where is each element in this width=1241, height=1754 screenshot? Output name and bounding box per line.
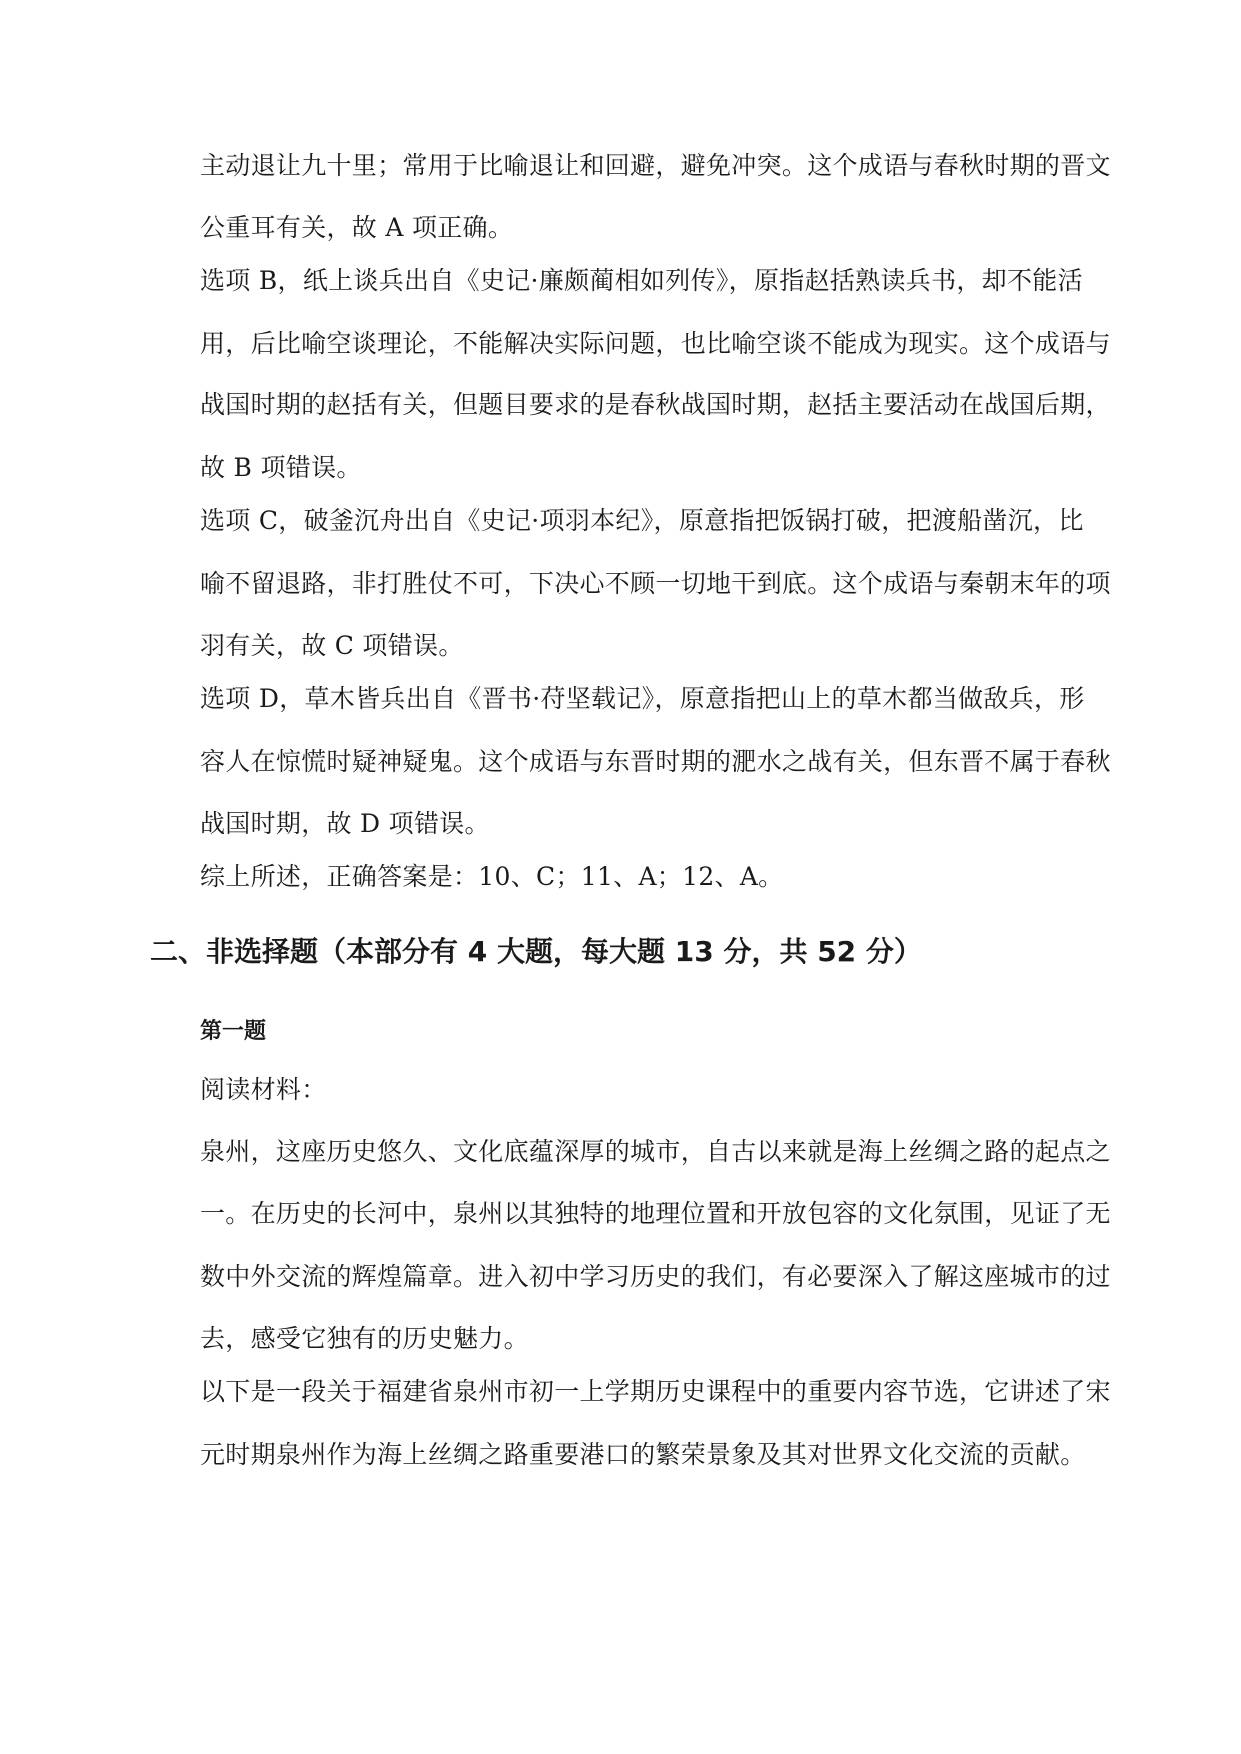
question-title: 第一题 [200,1019,267,1044]
text-line: 用，后比喻空谈理论，不能解决实际问题，也比喻空谈不能成为现实。这个成语与 [200,329,1111,358]
text-line: 羽有关，故 C 项错误。 [200,631,464,660]
text-line: 故 B 项错误。 [200,453,362,482]
text-line: 主动退让九十里；常用于比喻退让和回避，避免冲突。这个成语与春秋时期的晋文 [200,151,1111,180]
text-line: 选项 B，纸上谈兵出自《史记·廉颇蔺相如列传》，原指赵括熟读兵书，却不能活 [200,266,1083,295]
text-line: 容人在惊慌时疑神疑鬼。这个成语与东晋时期的淝水之战有关，但东晋不属于春秋 [200,747,1111,776]
section-heading: 二、非选择题（本部分有 4 大题，每大题 13 分，共 52 分） [150,935,922,968]
text-line: 喻不留退路，非打胜仗不可，下决心不顾一切地干到底。这个成语与秦朝末年的项 [200,569,1111,598]
text-line: 选项 D，草木皆兵出自《晋书·苻坚载记》，原意指把山上的草木都当做敌兵，形 [200,684,1085,713]
text-line: 一。在历史的长河中，泉州以其独特的地理位置和开放包容的文化氛围，见证了无 [200,1199,1111,1228]
text-line: 阅读材料： [200,1075,327,1104]
text-line: 以下是一段关于福建省泉州市初一上学期历史课程中的重要内容节选，它讲述了宋 [200,1377,1111,1406]
text-line: 综上所述，正确答案是：10、C；11、A；12、A。 [200,862,784,891]
text-line: 战国时期的赵括有关，但题目要求的是春秋战国时期，赵括主要活动在战国后期， [200,390,1111,419]
text-line: 数中外交流的辉煌篇章。进入初中学习历史的我们，有必要深入了解这座城市的过 [200,1262,1111,1291]
text-line: 公重耳有关，故 A 项正确。 [200,213,514,242]
text-line: 去，感受它独有的历史魅力。 [200,1324,529,1353]
text-line: 泉州，这座历史悠久、文化底蕴深厚的城市，自古以来就是海上丝绸之路的起点之 [200,1137,1111,1166]
text-line: 选项 C，破釜沉舟出自《史记·项羽本纪》，原意指把饭锅打破，把渡船凿沉，比 [200,506,1084,535]
text-line: 战国时期，故 D 项错误。 [200,809,490,838]
text-line: 元时期泉州作为海上丝绸之路重要港口的繁荣景象及其对世界文化交流的贡献。 [200,1440,1086,1469]
